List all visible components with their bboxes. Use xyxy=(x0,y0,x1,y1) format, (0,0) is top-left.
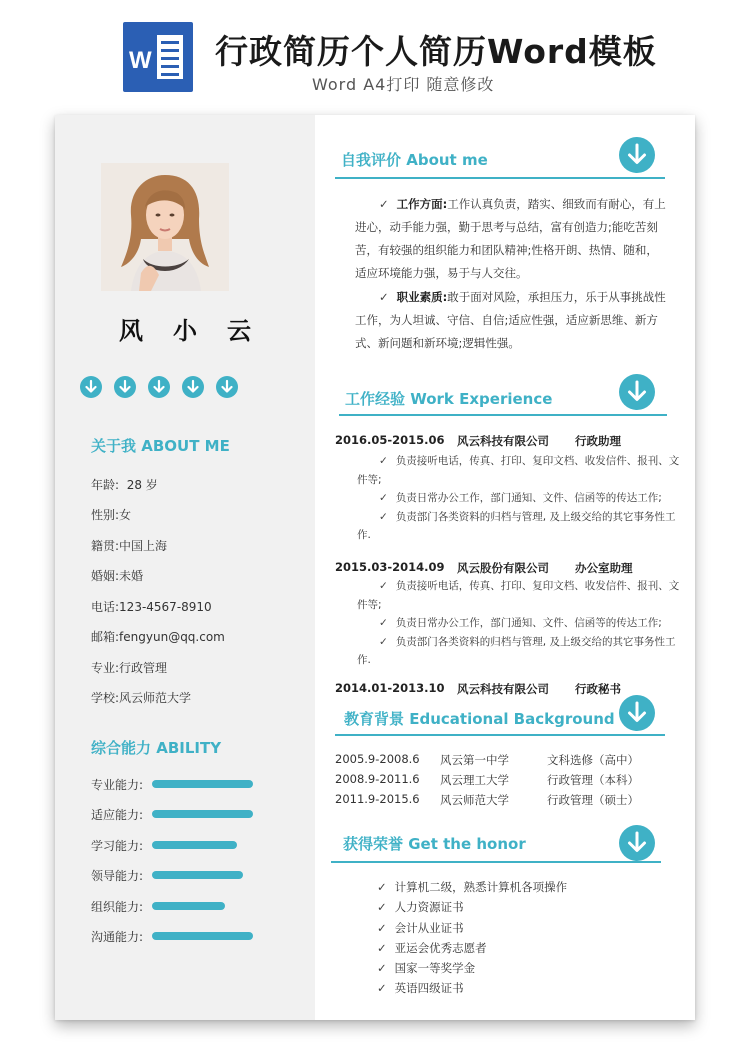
skill-bar xyxy=(152,932,253,940)
education-heading: 教育背景 Educational Background xyxy=(344,710,615,728)
check-icon: ✓ xyxy=(379,617,388,629)
skill-label: 适应能力: xyxy=(91,808,144,822)
skill-label: 领导能力: xyxy=(91,869,144,883)
info-row-email: 邮箱:fengyun@qq.com xyxy=(91,630,225,644)
resume-paper: 风小云 关于我 ABOUT ME 年龄: 28 岁 性别:女 籍贯:中国上海 婚姻:未婚 电话:123-4567-8910 邮箱:fengyun@qq.com 专业:行政管理 学校:风云师范大学 综合能力 ABILITY 专业能力: 适应能力: 学习能力: 领导能力: 组织能力: 沟通能力: 自我评价 About me ✓ 工作方面:工作认真负责，踏实、细致而有耐心，有上进心，动手能力强，勤于思考与总结，富有创造力;能吃苦刻苦，有较强的组织能力和团队精神;性格开朗、热情、随和，适应环境能力强，易于与人交往。 ✓ 职业素质:敢于面对风险，承担压力，乐于从事挑战性工作，为人坦诚、守信、自信;适应性强，适应新思维、新方式、新问题和新环境;逻辑性强。 工作经验 Work Experience 2016.05-2015.06 风云科技有限公司 行政助理 ✓ 负责接听电话，传真、打印、复印文档、收发信件、报刊、文件等; ✓ 负责日常办公工作，部门通知、文件、信函等的传达工作; ✓ 负责部门各类资料的归档与管理, 及上级交给的其它事务性工作. 2015.03-2014.09 风云股份有限公司 办公室助理 ✓ 负责接听电话，传真、打印、复印文档、收发信件、报刊、文件等; ✓ 负责日常办公工作，部门通知、文件、信函等的传达工作; ✓ 负责部门各类资料的归档与管理, 及上级交给的其它事务性工作. 2014.01-2013.10 风云科技有限公司 行政秘书 教育背景 Educational Background 2005.9-2008.6 风云第一中学 文科选修（高中） 2008.9-2011.6 风云理工大学 行政管理（本科） 2011.9-2015.6 风云师范大学 行政管理（硕士） 获得荣誉 Get the honor ✓ 计算机二级，熟悉计算机各项操作 ✓ 人力资源证书 ✓ 会计从业证书 ✓ 亚运会优秀志愿者 ✓ 国家一等奖学金 ✓ 英语四级证书 xyxy=(55,115,695,1020)
edu-major: 行政管理（硕士） xyxy=(547,793,639,807)
word-document-icon xyxy=(123,22,193,92)
check-icon: ✓ xyxy=(379,455,388,467)
arrow-down-circle-icon xyxy=(619,695,655,731)
honor-item: ✓ 国家一等奖学金 xyxy=(377,961,476,975)
check-icon: ✓ xyxy=(377,981,387,995)
self-eval-work: ✓ 工作方面:工作认真负责，踏实、细致而有耐心，有上进心，动手能力强，勤于思考与总结，富有创造力;能吃苦刻苦，有较强的组织能力和团队精神;性格开朗、热情、随和，适应环境能力强，易于与人交往。 xyxy=(355,197,666,280)
skill-bar xyxy=(152,841,237,849)
section-divider xyxy=(335,177,665,179)
info-row-gender: 性别:女 xyxy=(91,508,132,522)
info-row-major: 专业:行政管理 xyxy=(91,661,168,675)
page-title: 行政简历个人简历Word模板 xyxy=(215,32,657,71)
check-icon: ✓ xyxy=(377,921,387,935)
honor-heading: 获得荣誉 Get the honor xyxy=(343,835,526,853)
profile-photo xyxy=(101,163,229,291)
info-row-school: 学校:风云师范大学 xyxy=(91,691,192,705)
check-icon: ✓ xyxy=(379,290,389,304)
skill-bar xyxy=(152,780,253,788)
resume-sidebar xyxy=(55,115,315,1020)
page-header xyxy=(0,0,750,110)
info-row-phone: 电话:123-4567-8910 xyxy=(91,600,212,614)
edu-period: 2011.9-2015.6 xyxy=(335,792,420,806)
section-divider xyxy=(339,414,667,416)
arrow-down-circle-icon xyxy=(182,376,204,398)
honor-item: ✓ 人力资源证书 xyxy=(377,900,464,914)
arrow-down-circle-icon xyxy=(148,376,170,398)
arrow-down-circle-icon xyxy=(216,376,238,398)
check-icon: ✓ xyxy=(379,635,388,648)
skill-label: 专业能力: xyxy=(91,778,144,792)
job-duties: ✓ 负责接听电话，传真、打印、复印文档、收发信件、报刊、文件等; ✓ 负责日常办公工作，部门通知、文件、信函等的传达工作; ✓ 负责部门各类资料的归档与管理, 及上级交给的其它事务性工作. xyxy=(357,580,680,666)
self-eval-quality: ✓ 职业素质:敢于面对风险，承担压力，乐于从事挑战性工作，为人坦诚、守信、自信;适应性强，适应新思维、新方式、新问题和新环境;逻辑性强。 xyxy=(355,290,666,350)
about-heading: 关于我 ABOUT ME xyxy=(91,437,230,455)
arrow-down-circle-icon xyxy=(619,137,655,173)
honor-item: ✓ 会计从业证书 xyxy=(377,921,464,935)
check-icon: ✓ xyxy=(377,880,387,894)
info-row-marital: 婚姻:未婚 xyxy=(91,569,144,583)
skill-label: 学习能力: xyxy=(91,839,144,853)
arrow-down-circle-icon xyxy=(619,825,655,861)
ability-heading: 综合能力 ABILITY xyxy=(91,739,222,757)
check-icon: ✓ xyxy=(377,900,387,914)
profile-name: 风小云 xyxy=(119,317,281,345)
section-divider xyxy=(331,861,661,863)
info-row-age: 年龄: 28 岁 xyxy=(91,478,158,492)
decorative-arrow-row xyxy=(80,376,240,400)
skill-bar xyxy=(152,871,243,879)
skill-label: 沟通能力: xyxy=(91,930,144,944)
info-row-origin: 籍贯:中国上海 xyxy=(91,539,168,553)
honor-item: ✓ 英语四级证书 xyxy=(377,981,464,995)
edu-major: 文科选修（高中） xyxy=(547,753,639,767)
section-divider xyxy=(335,734,665,736)
svg-text:W: W xyxy=(129,47,152,74)
honor-item: ✓ 计算机二级，熟悉计算机各项操作 xyxy=(377,880,568,894)
edu-period: 2005.9-2008.6 xyxy=(335,752,420,766)
arrow-down-circle-icon xyxy=(619,374,655,410)
edu-school: 风云第一中学 xyxy=(440,753,509,767)
skill-label: 组织能力: xyxy=(91,900,144,914)
edu-period: 2008.9-2011.6 xyxy=(335,772,420,786)
check-icon: ✓ xyxy=(377,961,387,975)
check-icon: ✓ xyxy=(379,197,389,211)
check-icon: ✓ xyxy=(379,510,388,523)
self-eval-heading: 自我评价 About me xyxy=(341,151,488,169)
check-icon: ✓ xyxy=(377,941,387,955)
arrow-down-circle-icon xyxy=(80,376,102,398)
page-subtitle: Word A4打印 随意修改 xyxy=(312,75,495,94)
honor-item: ✓ 亚运会优秀志愿者 xyxy=(377,941,487,955)
skill-bar xyxy=(152,810,253,818)
skill-bar xyxy=(152,902,225,910)
check-icon: ✓ xyxy=(379,492,388,504)
check-icon: ✓ xyxy=(379,580,388,592)
job-duties: ✓ 负责接听电话，传真、打印、复印文档、收发信件、报刊、文件等; ✓ 负责日常办公工作，部门通知、文件、信函等的传达工作; ✓ 负责部门各类资料的归档与管理, 及上级交给的其它事务性工作. xyxy=(357,455,680,541)
experience-heading: 工作经验 Work Experience xyxy=(345,390,553,408)
edu-school: 风云师范大学 xyxy=(440,793,509,807)
edu-school: 风云理工大学 xyxy=(440,773,509,787)
edu-major: 行政管理（本科） xyxy=(547,773,639,787)
arrow-down-circle-icon xyxy=(114,376,136,398)
